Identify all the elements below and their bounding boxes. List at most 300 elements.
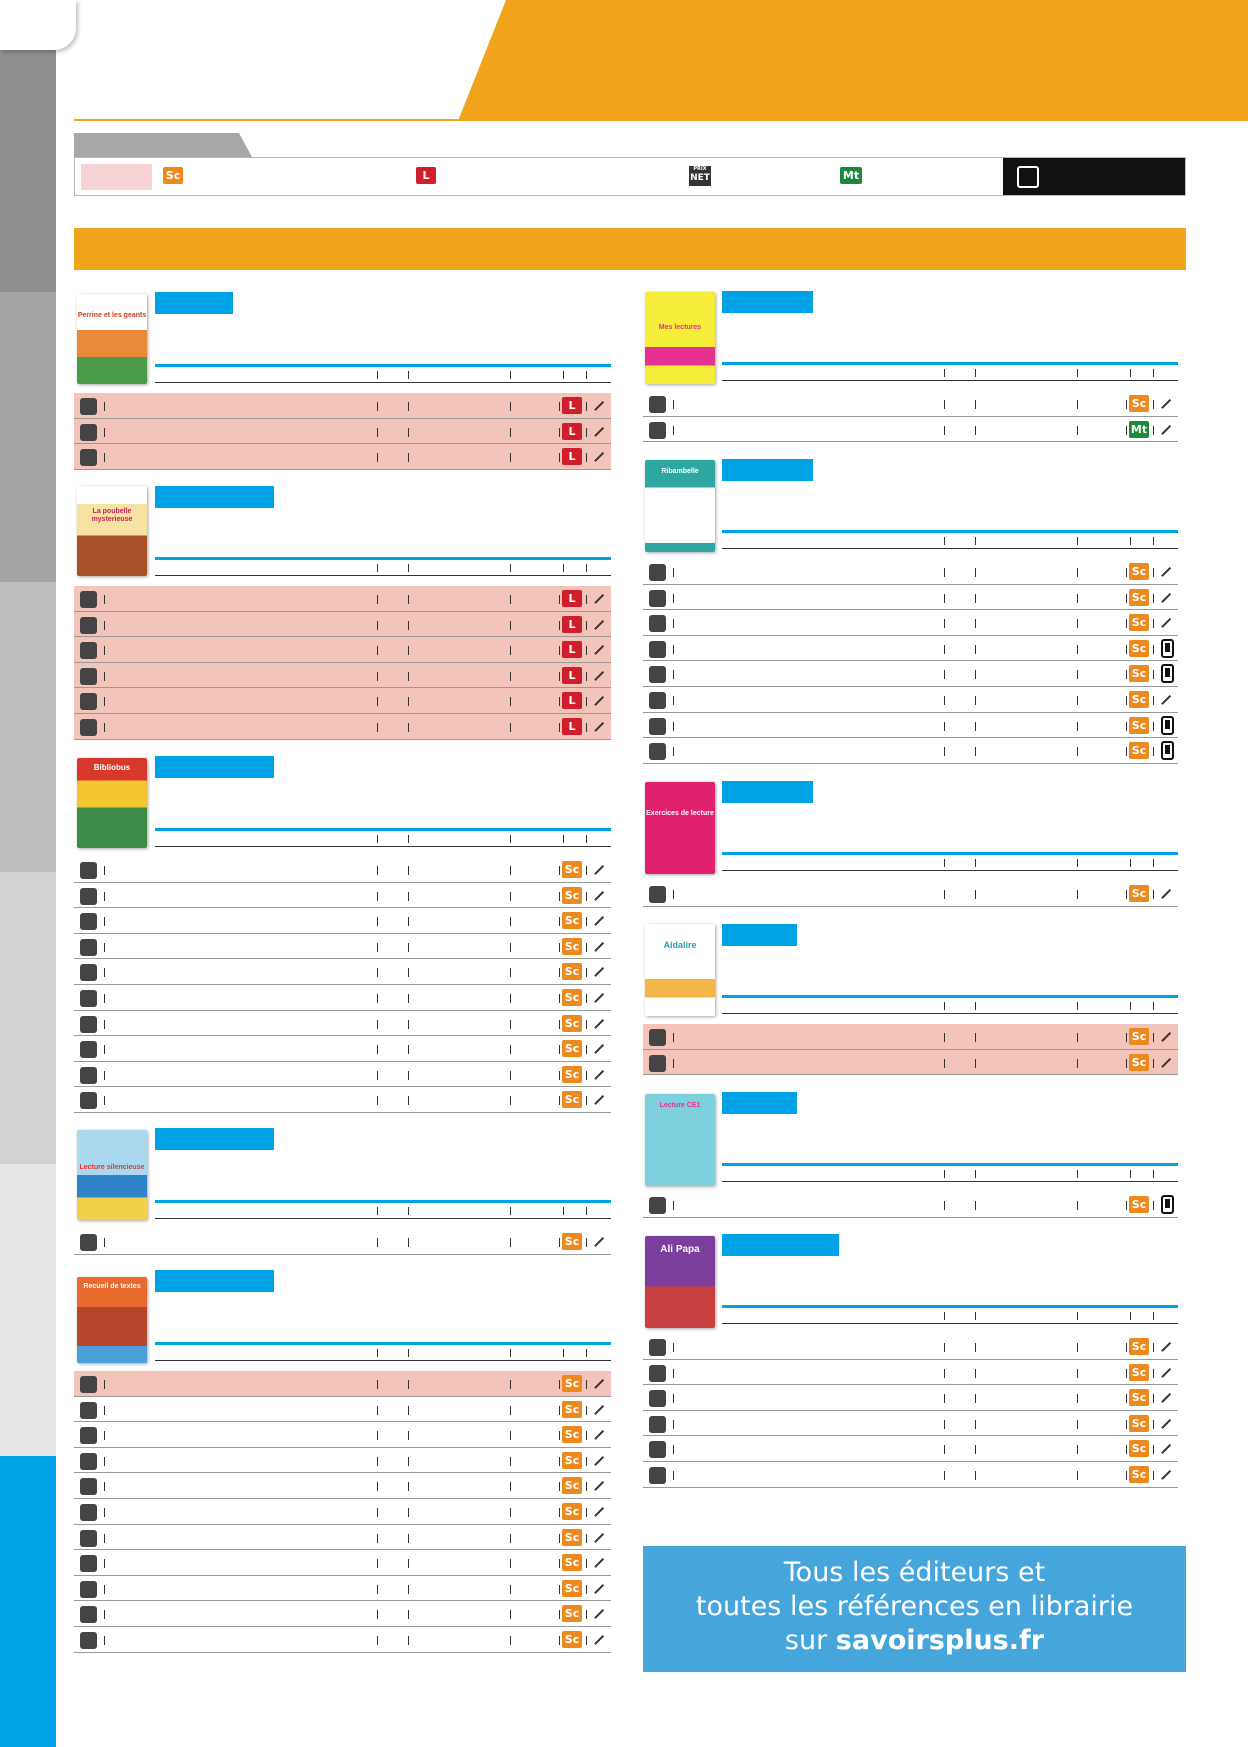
column-separator <box>586 1482 587 1491</box>
column-separator <box>408 968 409 977</box>
row-checkbox[interactable] <box>80 1581 97 1598</box>
book-cover-title: Ribambelle <box>661 468 699 475</box>
column-separator <box>408 646 409 655</box>
support-badge-sc: Sc <box>1129 742 1149 759</box>
row-checkbox[interactable] <box>80 642 97 659</box>
column-separator <box>944 1002 945 1010</box>
tablet-icon[interactable] <box>1161 741 1174 760</box>
table-row[interactable] <box>74 934 611 960</box>
column-separator <box>559 672 560 681</box>
table-row[interactable] <box>643 417 1178 443</box>
column-separator <box>1077 1312 1078 1320</box>
table-row[interactable] <box>643 1334 1178 1360</box>
row-checkbox[interactable] <box>649 615 666 632</box>
support-badge-sc: Sc <box>562 1631 582 1648</box>
support-badge-sc: Sc <box>1129 1196 1149 1213</box>
row-checkbox[interactable] <box>80 1376 97 1393</box>
column-separator <box>104 1610 105 1619</box>
column-separator <box>1077 670 1078 679</box>
support-badge-sc: Sc <box>1129 1054 1149 1071</box>
table-row[interactable] <box>643 713 1178 739</box>
row-checkbox[interactable] <box>80 693 97 710</box>
table-row[interactable] <box>74 1627 611 1653</box>
book-cover-title: Mes lectures <box>658 324 702 331</box>
column-separator <box>975 400 976 409</box>
column-separator <box>510 1096 511 1105</box>
row-checkbox[interactable] <box>80 1402 97 1419</box>
column-separator <box>104 697 105 706</box>
column-separator <box>559 892 560 901</box>
title-tag-3 <box>155 756 274 778</box>
table-row[interactable] <box>74 1422 611 1448</box>
tablet-icon <box>1017 166 1039 188</box>
column-separator <box>377 1636 378 1645</box>
column-separator <box>673 1033 674 1042</box>
column-separator <box>975 747 976 756</box>
column-separator <box>510 1636 511 1645</box>
row-checkbox[interactable] <box>80 1453 97 1470</box>
table-row[interactable] <box>74 419 611 445</box>
support-badge-sc: Sc <box>1129 1338 1149 1355</box>
table-row[interactable] <box>643 391 1178 417</box>
column-separator <box>586 402 587 411</box>
reference-table-5 <box>74 1345 611 1653</box>
table-row[interactable] <box>74 1525 611 1551</box>
table-header <box>722 1166 1178 1182</box>
row-checkbox[interactable] <box>80 862 97 879</box>
title-tag-5 <box>155 1270 274 1292</box>
row-checkbox[interactable] <box>80 1067 97 1084</box>
support-badge-sc: Sc <box>562 1401 582 1418</box>
row-checkbox[interactable] <box>649 564 666 581</box>
support-badge-l: L <box>562 590 582 607</box>
table-row[interactable] <box>74 663 611 689</box>
column-separator <box>1130 369 1131 377</box>
row-checkbox[interactable] <box>649 718 666 735</box>
support-badge-sc: Sc <box>562 938 582 955</box>
column-separator <box>586 1636 587 1645</box>
side-segment-4 <box>0 872 56 1164</box>
column-separator <box>1077 369 1078 377</box>
column-separator <box>975 696 976 705</box>
row-checkbox[interactable] <box>649 886 666 903</box>
row-checkbox[interactable] <box>649 590 666 607</box>
table-header <box>155 831 611 847</box>
table-row[interactable] <box>643 610 1178 636</box>
column-separator <box>408 917 409 926</box>
table-row[interactable] <box>643 1385 1178 1411</box>
column-separator <box>586 1534 587 1543</box>
column-separator <box>1126 568 1127 577</box>
table-row[interactable] <box>74 959 611 985</box>
row-checkbox[interactable] <box>80 668 97 685</box>
title-tag-11 <box>722 1234 839 1256</box>
column-separator <box>510 1482 511 1491</box>
column-separator <box>104 1534 105 1543</box>
column-separator <box>1153 1369 1154 1378</box>
column-separator <box>1130 859 1131 867</box>
column-separator <box>586 621 587 630</box>
column-separator <box>586 994 587 1003</box>
column-separator <box>944 537 945 545</box>
column-separator <box>104 1585 105 1594</box>
column-separator <box>1126 1471 1127 1480</box>
reference-table-3 <box>74 831 611 1113</box>
row-checkbox[interactable] <box>649 1029 666 1046</box>
row-checkbox[interactable] <box>80 1606 97 1623</box>
title-tag-7 <box>722 459 813 481</box>
pen-icon <box>1161 889 1171 899</box>
column-separator <box>975 890 976 899</box>
column-separator <box>559 1020 560 1029</box>
table-row[interactable] <box>643 559 1178 585</box>
tablet-icon[interactable] <box>1161 716 1174 735</box>
column-separator <box>1126 1369 1127 1378</box>
column-separator <box>104 621 105 630</box>
table-row[interactable] <box>74 1397 611 1423</box>
row-checkbox[interactable] <box>80 719 97 736</box>
support-badge-l: L <box>562 667 582 684</box>
support-badge-l: L <box>562 718 582 735</box>
column-separator <box>104 1045 105 1054</box>
table-spacer <box>643 1182 1178 1192</box>
column-separator <box>510 1071 511 1080</box>
column-separator <box>377 917 378 926</box>
column-separator <box>1077 1343 1078 1352</box>
column-separator <box>944 1369 945 1378</box>
column-separator <box>377 402 378 411</box>
column-separator <box>944 1420 945 1429</box>
book-cover-title: Bibliobus <box>93 763 131 772</box>
support-badge-l: L <box>562 397 582 414</box>
row-checkbox[interactable] <box>649 396 666 413</box>
table-row[interactable] <box>74 1576 611 1602</box>
column-separator <box>104 1071 105 1080</box>
column-separator <box>559 1559 560 1568</box>
support-badge-sc: Sc <box>1129 1028 1149 1045</box>
column-separator <box>408 1636 409 1645</box>
column-separator <box>586 1349 587 1357</box>
row-checkbox[interactable] <box>80 591 97 608</box>
row-checkbox[interactable] <box>80 888 97 905</box>
table-row[interactable] <box>643 881 1178 907</box>
column-separator <box>408 1482 409 1491</box>
row-checkbox[interactable] <box>80 1092 97 1109</box>
column-separator <box>510 672 511 681</box>
promo-line-2: toutes les références en librairie <box>695 1591 1134 1622</box>
column-separator <box>1126 722 1127 731</box>
row-checkbox[interactable] <box>649 1365 666 1382</box>
book-cover-title: Lecture silencieuse <box>79 1164 145 1171</box>
table-row[interactable] <box>643 1360 1178 1386</box>
column-separator <box>1153 645 1154 654</box>
column-separator <box>975 1369 976 1378</box>
column-separator <box>586 1380 587 1389</box>
column-separator <box>1077 594 1078 603</box>
column-separator <box>377 1238 378 1247</box>
column-separator <box>408 723 409 732</box>
column-separator <box>586 1559 587 1568</box>
row-checkbox[interactable] <box>649 641 666 658</box>
column-separator <box>510 371 511 379</box>
column-separator <box>104 943 105 952</box>
column-separator <box>408 402 409 411</box>
row-checkbox[interactable] <box>649 422 666 439</box>
row-checkbox[interactable] <box>80 1016 97 1033</box>
column-separator <box>944 722 945 731</box>
row-checkbox[interactable] <box>649 692 666 709</box>
tablet-icon[interactable] <box>1161 1195 1174 1214</box>
column-separator <box>1153 1312 1154 1320</box>
column-separator <box>1153 890 1154 899</box>
table-row[interactable] <box>74 1036 611 1062</box>
row-checkbox[interactable] <box>80 990 97 1007</box>
column-separator <box>377 1457 378 1466</box>
table-row[interactable] <box>643 1024 1178 1050</box>
column-separator <box>559 1238 560 1247</box>
table-row[interactable] <box>74 612 611 638</box>
column-separator <box>510 697 511 706</box>
table-row[interactable] <box>74 1550 611 1576</box>
row-checkbox[interactable] <box>80 449 97 466</box>
pen-icon <box>1161 1393 1171 1403</box>
table-row[interactable] <box>74 714 611 740</box>
tablet-icon[interactable] <box>1161 639 1174 658</box>
row-checkbox[interactable] <box>649 1339 666 1356</box>
column-separator <box>104 672 105 681</box>
column-separator <box>1077 859 1078 867</box>
row-checkbox[interactable] <box>649 1416 666 1433</box>
row-checkbox[interactable] <box>649 1467 666 1484</box>
row-checkbox[interactable] <box>649 743 666 760</box>
column-separator <box>586 453 587 462</box>
column-separator <box>975 594 976 603</box>
column-separator <box>377 1380 378 1389</box>
row-checkbox[interactable] <box>80 398 97 415</box>
row-checkbox[interactable] <box>80 617 97 634</box>
column-separator <box>377 1610 378 1619</box>
table-row[interactable] <box>74 688 611 714</box>
table-row[interactable] <box>643 1436 1178 1462</box>
column-separator <box>673 568 674 577</box>
table-row[interactable] <box>643 585 1178 611</box>
promo-site-link[interactable]: savoirsplus.fr <box>835 1625 1045 1656</box>
table-spacer <box>643 1324 1178 1334</box>
table-row[interactable] <box>74 1473 611 1499</box>
support-badge-sc: Sc <box>562 1605 582 1622</box>
column-separator <box>377 1207 378 1215</box>
column-separator <box>1077 1471 1078 1480</box>
column-separator <box>104 1636 105 1645</box>
support-badge-sc: Sc <box>1129 1415 1149 1432</box>
column-separator <box>510 428 511 437</box>
column-separator <box>510 917 511 926</box>
column-separator <box>586 595 587 604</box>
column-separator <box>975 1002 976 1010</box>
column-separator <box>1077 1201 1078 1210</box>
pen-icon <box>1161 1032 1171 1042</box>
row-checkbox[interactable] <box>80 913 97 930</box>
column-separator <box>408 1045 409 1054</box>
column-separator <box>408 672 409 681</box>
column-separator <box>975 1059 976 1068</box>
column-separator <box>975 1445 976 1454</box>
column-separator <box>563 1349 564 1357</box>
row-checkbox[interactable] <box>649 1441 666 1458</box>
column-separator <box>944 594 945 603</box>
column-separator <box>975 859 976 867</box>
column-separator <box>510 723 511 732</box>
column-separator <box>1077 1369 1078 1378</box>
column-separator <box>510 1380 511 1389</box>
pen-icon <box>594 1379 604 1389</box>
table-row[interactable] <box>643 1050 1178 1076</box>
column-separator <box>408 1457 409 1466</box>
table-row[interactable] <box>74 883 611 909</box>
pen-icon <box>594 1609 604 1619</box>
column-separator <box>1077 747 1078 756</box>
column-separator <box>1153 369 1154 377</box>
row-checkbox[interactable] <box>80 1632 97 1649</box>
promo-line-1: Tous les éditeurs et <box>783 1557 1046 1588</box>
table-row[interactable] <box>643 661 1178 687</box>
row-checkbox[interactable] <box>649 1197 666 1214</box>
tablet-icon[interactable] <box>1161 664 1174 683</box>
column-separator <box>1130 537 1131 545</box>
column-separator <box>673 594 674 603</box>
book-cover-title: Perrine et les geants <box>77 312 147 319</box>
column-separator <box>104 968 105 977</box>
column-separator <box>1153 426 1154 435</box>
table-row[interactable] <box>74 1371 611 1397</box>
column-separator <box>944 890 945 899</box>
table-row[interactable] <box>643 687 1178 713</box>
column-separator <box>673 1369 674 1378</box>
table-row[interactable] <box>643 1192 1178 1218</box>
column-separator <box>1077 722 1078 731</box>
column-separator <box>377 1534 378 1543</box>
row-checkbox[interactable] <box>80 964 97 981</box>
column-separator <box>559 943 560 952</box>
table-row[interactable] <box>74 1011 611 1037</box>
row-checkbox[interactable] <box>80 1555 97 1572</box>
pen-icon <box>594 1635 604 1645</box>
table-row[interactable] <box>643 636 1178 662</box>
column-separator <box>944 568 945 577</box>
row-checkbox[interactable] <box>80 939 97 956</box>
column-separator <box>377 1431 378 1440</box>
column-separator <box>408 892 409 901</box>
table-row[interactable] <box>74 1229 611 1255</box>
column-separator <box>510 646 511 655</box>
table-row[interactable] <box>74 637 611 663</box>
column-separator <box>944 1394 945 1403</box>
table-row[interactable] <box>74 908 611 934</box>
support-badge-sc: Sc <box>562 963 582 980</box>
column-separator <box>559 1380 560 1389</box>
side-segment-active[interactable] <box>0 1456 56 1747</box>
column-separator <box>559 402 560 411</box>
book-cover-title: La poubelle mysterieuse <box>91 508 133 523</box>
column-separator <box>586 1071 587 1080</box>
pen-icon <box>1161 695 1171 705</box>
table-spacer <box>643 1014 1178 1024</box>
column-separator <box>1077 1059 1078 1068</box>
column-separator <box>559 1482 560 1491</box>
table-row[interactable] <box>643 1411 1178 1437</box>
column-separator <box>559 1096 560 1105</box>
table-row[interactable] <box>74 1499 611 1525</box>
table-row[interactable] <box>74 1087 611 1113</box>
column-separator <box>1153 537 1154 545</box>
row-checkbox[interactable] <box>80 1234 97 1251</box>
column-separator <box>586 1096 587 1105</box>
column-separator <box>510 595 511 604</box>
row-checkbox[interactable] <box>80 1504 97 1521</box>
row-checkbox[interactable] <box>649 666 666 683</box>
column-separator <box>510 1045 511 1054</box>
column-separator <box>1153 400 1154 409</box>
column-separator <box>1077 890 1078 899</box>
row-checkbox[interactable] <box>80 424 97 441</box>
row-checkbox[interactable] <box>80 1478 97 1495</box>
column-separator <box>1130 1170 1131 1178</box>
column-separator <box>1153 670 1154 679</box>
column-separator <box>1153 859 1154 867</box>
column-separator <box>377 672 378 681</box>
row-checkbox[interactable] <box>649 1055 666 1072</box>
column-separator <box>104 917 105 926</box>
column-separator <box>586 428 587 437</box>
table-row[interactable] <box>74 857 611 883</box>
column-separator <box>510 866 511 875</box>
column-separator <box>1126 400 1127 409</box>
column-separator <box>1153 747 1154 756</box>
table-row[interactable] <box>74 444 611 470</box>
support-badge-sc: Sc <box>562 1375 582 1392</box>
row-checkbox[interactable] <box>80 1427 97 1444</box>
table-row[interactable] <box>643 738 1178 764</box>
row-checkbox[interactable] <box>80 1041 97 1058</box>
row-checkbox[interactable] <box>649 1390 666 1407</box>
table-header <box>155 1203 611 1219</box>
column-separator <box>944 859 945 867</box>
top-rule <box>74 119 474 121</box>
row-checkbox[interactable] <box>80 1530 97 1547</box>
reference-table-10 <box>643 1166 1178 1218</box>
column-separator <box>408 1071 409 1080</box>
column-separator <box>559 1457 560 1466</box>
column-separator <box>377 646 378 655</box>
column-separator <box>377 371 378 379</box>
table-row[interactable] <box>643 1462 1178 1488</box>
column-separator <box>559 917 560 926</box>
table-row[interactable] <box>74 1448 611 1474</box>
table-row[interactable] <box>74 1601 611 1627</box>
column-separator <box>944 1033 945 1042</box>
column-separator <box>1126 696 1127 705</box>
table-row[interactable] <box>74 393 611 419</box>
promo-line-3-prefix: sur <box>784 1625 836 1656</box>
column-separator <box>510 968 511 977</box>
savoirsplus-promo[interactable] <box>643 1546 1186 1672</box>
pen-icon <box>1161 1058 1171 1068</box>
table-row[interactable] <box>74 985 611 1011</box>
column-separator <box>1126 1033 1127 1042</box>
column-separator <box>586 1610 587 1619</box>
table-row[interactable] <box>74 586 611 612</box>
table-row[interactable] <box>74 1062 611 1088</box>
